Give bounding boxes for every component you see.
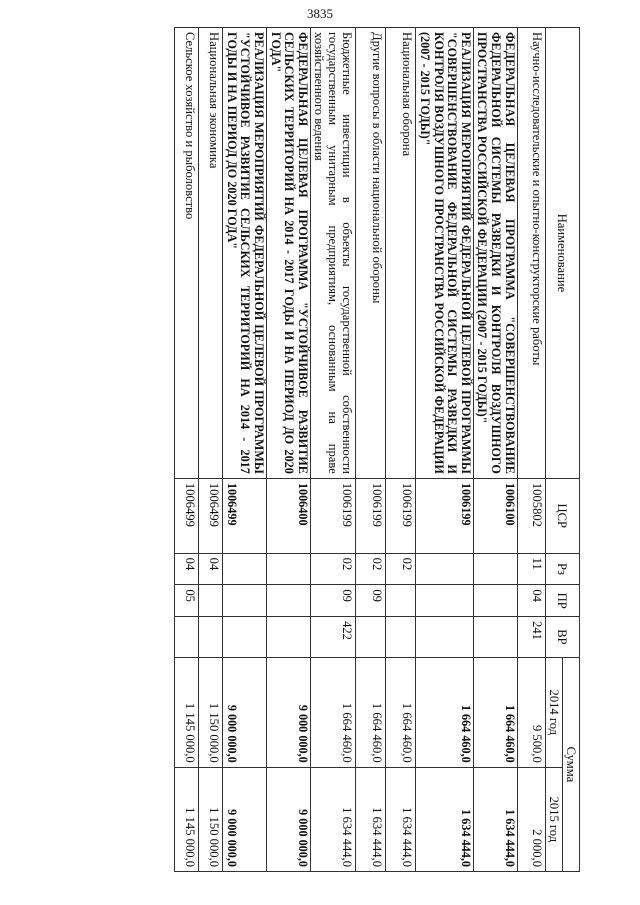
- row-sum-2015: 1 634 444,0: [473, 767, 517, 871]
- row-sum-2014: 1 664 460,0: [473, 657, 517, 767]
- header-row-1: [562, 28, 579, 872]
- row-rz: [223, 553, 267, 585]
- row-name: Другие вопросы в области национальной обороны: [356, 28, 386, 479]
- row-sum-2015: 1 634 444,0: [416, 767, 474, 871]
- budget-table: [174, 27, 580, 872]
- row-vr: [266, 617, 310, 658]
- row-sum-2014: 9 500,0: [517, 657, 545, 767]
- rotated-table-container: [80, 27, 580, 872]
- row-vr: [175, 617, 199, 658]
- row-pr: 09: [356, 585, 386, 617]
- row-vr: [416, 617, 474, 658]
- row-rz: [266, 553, 310, 585]
- row-name: ФЕДЕРАЛЬНАЯ ЦЕЛЕВАЯ ПРОГРАММА "УСТОЙЧИВОЕ РАЗВИТИЕ СЕЛЬСКИХ ТЕРРИТОРИЙ НА 2014 - 2017 ГОДЫ И НА ПЕРИОД ДО 2020 ГОДА": [266, 28, 310, 479]
- header-csr: ЦСР: [545, 478, 579, 553]
- row-csr: 1005802: [517, 478, 545, 553]
- row-vr: [473, 617, 517, 658]
- page-number: 3835: [307, 6, 333, 21]
- row-vr: [199, 617, 223, 658]
- row-vr: [356, 617, 386, 658]
- row-rz: 11: [517, 553, 545, 585]
- row-sum-2014: 1 664 460,0: [386, 657, 416, 767]
- row-pr: 09: [310, 585, 355, 617]
- row-sum-2014: 1 664 460,0: [416, 657, 474, 767]
- row-csr: 1006499: [223, 478, 267, 553]
- row-csr: 1006499: [199, 478, 223, 553]
- row-name: Бюджетные инвестиции в объекты государственной собственности государственным унитарным предприятиям, основанным на праве хозяйственного ведения: [310, 28, 355, 479]
- row-name: Национальная экономика: [199, 28, 223, 479]
- row-vr: 422: [310, 617, 355, 658]
- row-pr: [386, 585, 416, 617]
- row-csr: 1006100: [473, 478, 517, 553]
- row-csr: 1006499: [175, 478, 199, 553]
- table-row: [386, 28, 416, 872]
- row-rz: [416, 553, 474, 585]
- row-sum-2014: 1 664 460,0: [310, 657, 355, 767]
- header-vr: ВР: [545, 617, 579, 658]
- row-rz: 02: [310, 553, 355, 585]
- row-sum-2014: 9 000 000,0: [223, 657, 267, 767]
- header-pr: ПР: [545, 585, 579, 617]
- header-sum: Сумма: [562, 657, 579, 871]
- table-row: [199, 28, 223, 872]
- row-pr: [473, 585, 517, 617]
- row-pr: [223, 585, 267, 617]
- row-name: ФЕДЕРАЛЬНАЯ ЦЕЛЕВАЯ ПРОГРАММА "СОВЕРШЕНСТВОВАНИЕ ФЕДЕРАЛЬНОЙ СИСТЕМЫ РАЗВЕДКИ И КОНТРОЛЯ ВОЗДУШНОГО ПРОСТРАНСТВА РОССИЙСКОЙ ФЕДЕРАЦИИ (2007 - 2015 ГОДЫ)": [473, 28, 517, 479]
- row-sum-2014: 9 000 000,0: [266, 657, 310, 767]
- row-csr: 1006199: [310, 478, 355, 553]
- row-vr: 241: [517, 617, 545, 658]
- row-sum-2014: 1 145 000,0: [175, 657, 199, 767]
- row-pr: [199, 585, 223, 617]
- table-row: [416, 28, 474, 872]
- header-rz: Рз: [545, 553, 579, 585]
- header-name: Наименование: [545, 28, 579, 479]
- table-row: [517, 28, 545, 872]
- table-row: [266, 28, 310, 872]
- row-pr: [416, 585, 474, 617]
- header-2014: 2014 год: [545, 657, 562, 767]
- row-name: РЕАЛИЗАЦИЯ МЕРОПРИЯТИЙ ФЕДЕРАЛЬНОЙ ЦЕЛЕВОЙ ПРОГРАММЫ "СОВЕРШЕНСТВОВАНИЕ ФЕДЕРАЛЬНОЙ СИСТЕМЫ РАЗВЕДКИ И КОНТРОЛЯ ВОЗДУШНОГО ПРОСТРАНСТВА РОССИЙСКОЙ ФЕДЕРАЦИИ (2007 - 2015 ГОДЫ)": [416, 28, 474, 479]
- table-row: [356, 28, 386, 872]
- row-rz: 04: [175, 553, 199, 585]
- row-csr: 1006199: [416, 478, 474, 553]
- row-name: Научно-исследовательские и опытно-конструкторские работы: [517, 28, 545, 479]
- row-name: РЕАЛИЗАЦИЯ МЕРОПРИЯТИЙ ФЕДЕРАЛЬНОЙ ЦЕЛЕВОЙ ПРОГРАММЫ "УСТОЙЧИВОЕ РАЗВИТИЕ СЕЛЬСКИХ ТЕРРИТОРИЙ НА 2014 - 2017 ГОДЫ И НА ПЕРИОД ДО 2020 ГОДА": [223, 28, 267, 479]
- row-sum-2015: 2 000,0: [517, 767, 545, 871]
- row-rz: 02: [386, 553, 416, 585]
- row-sum-2015: 1 634 444,0: [356, 767, 386, 871]
- row-csr: 1006400: [266, 478, 310, 553]
- row-sum-2015: 9 000 000,0: [223, 767, 267, 871]
- row-rz: 02: [356, 553, 386, 585]
- row-rz: [473, 553, 517, 585]
- row-sum-2014: 1 664 460,0: [356, 657, 386, 767]
- table-row: [310, 28, 355, 872]
- row-vr: [223, 617, 267, 658]
- row-csr: 1006199: [356, 478, 386, 553]
- row-pr: 05: [175, 585, 199, 617]
- row-name: Национальная оборона: [386, 28, 416, 479]
- row-name: Сельское хозяйство и рыболовство: [175, 28, 199, 479]
- row-rz: 04: [199, 553, 223, 585]
- row-vr: [386, 617, 416, 658]
- row-sum-2015: 1 145 000,0: [175, 767, 199, 871]
- row-sum-2014: 1 150 000,0: [199, 657, 223, 767]
- row-sum-2015: 1 150 000,0: [199, 767, 223, 871]
- row-pr: 04: [517, 585, 545, 617]
- row-pr: [266, 585, 310, 617]
- row-sum-2015: 9 000 000,0: [266, 767, 310, 871]
- row-sum-2015: 1 634 444,0: [386, 767, 416, 871]
- table-row: [473, 28, 517, 872]
- table-row: [223, 28, 267, 872]
- table-row: [175, 28, 199, 872]
- row-csr: 1006199: [386, 478, 416, 553]
- row-sum-2015: 1 634 444,0: [310, 767, 355, 871]
- header-2015: 2015 год: [545, 767, 562, 871]
